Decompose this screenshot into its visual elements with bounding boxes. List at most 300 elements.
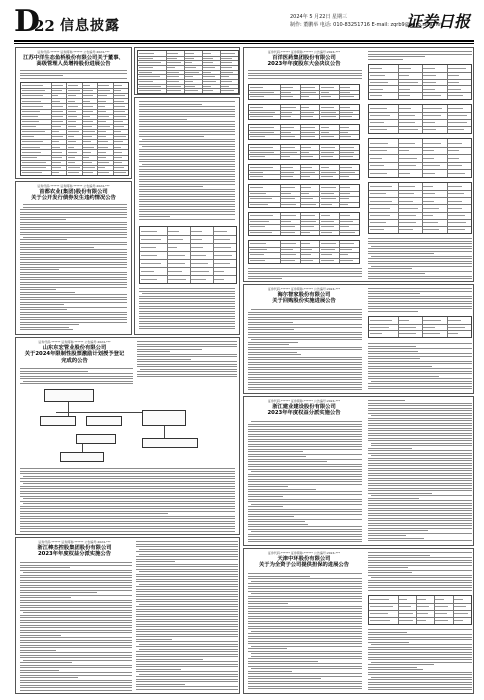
table-cell-text [83, 85, 90, 86]
text-line [368, 458, 472, 459]
text-line [368, 567, 408, 568]
text-line [368, 669, 423, 670]
text-line [20, 378, 133, 379]
table-cell-text [301, 132, 315, 133]
text-line [137, 361, 237, 362]
text-line [368, 530, 428, 531]
table-cell-text [281, 87, 293, 88]
text-line [368, 453, 472, 454]
text-line [368, 418, 472, 419]
text-line [139, 196, 235, 197]
table-cell-text [250, 176, 263, 177]
text-line [139, 154, 235, 155]
table-cell-text [340, 127, 348, 128]
text-line [136, 616, 238, 617]
table-cell-text [83, 136, 92, 137]
table-cell-text [370, 620, 390, 621]
table-cell-text [399, 150, 410, 151]
text-line [20, 516, 235, 517]
text-line [136, 591, 238, 592]
article-meta: 证券代码:****** 证券简称:****** 公告编号:2024-*** [267, 399, 341, 403]
table-cell-text [98, 85, 109, 86]
text-line [368, 296, 472, 297]
table-cell-text [22, 101, 41, 102]
text-line [20, 582, 132, 583]
text-line [248, 621, 362, 622]
table-cell-text [114, 101, 124, 102]
text-line [248, 521, 305, 522]
table-cell-text [250, 112, 274, 113]
table-cell-text [321, 215, 330, 216]
table-cell-text [448, 129, 465, 130]
table-cell-text [98, 167, 105, 168]
text-line [20, 491, 235, 492]
text-line [368, 523, 472, 524]
text-line [20, 655, 132, 656]
table-cell-text [52, 101, 60, 102]
table-cell-text [281, 172, 294, 173]
text-line [248, 456, 306, 457]
table-cell-text [301, 167, 312, 168]
text-line [136, 629, 238, 630]
text-line [248, 514, 362, 515]
text-line [368, 433, 472, 434]
table-cell-text [22, 121, 39, 122]
text-line [248, 489, 316, 490]
text-line [248, 678, 321, 679]
table-cell-text [203, 53, 211, 54]
table-cell-text [83, 121, 93, 122]
table-cell-text [399, 606, 411, 607]
text-line [368, 423, 472, 424]
table-cell-text [370, 95, 382, 96]
table-cell-text [370, 201, 392, 202]
text-line [368, 420, 472, 421]
text-line [248, 364, 362, 365]
text-line [20, 642, 132, 643]
vote-table [368, 138, 472, 178]
text-line [248, 322, 293, 323]
table-cell-text [370, 129, 387, 130]
table-cell-text [340, 187, 349, 188]
table-cell-text [221, 53, 234, 54]
text-line [139, 306, 235, 307]
article-meta: 证券代码:****** 证券简称:****** 公告编号:2024-*** [267, 551, 341, 555]
table-cell-text [399, 320, 410, 321]
text-line [368, 356, 472, 357]
text-line [20, 567, 70, 568]
text-line [368, 538, 424, 539]
text-line [139, 156, 235, 157]
text-line [20, 78, 127, 79]
table-cell-text [370, 333, 382, 334]
page-letter: D [14, 4, 40, 39]
table-cell-text [281, 187, 295, 188]
text-line [248, 499, 362, 500]
text-line [139, 321, 235, 322]
text-line [248, 424, 362, 425]
text-line [139, 328, 235, 329]
table-cell-text [250, 260, 264, 261]
table-cell-text [68, 141, 76, 142]
text-line [368, 518, 472, 519]
text-line [139, 219, 235, 220]
text-line [368, 440, 472, 441]
text-line [20, 580, 132, 581]
table-cell-text [250, 147, 273, 148]
text-line [137, 356, 237, 357]
text-line [368, 582, 472, 583]
text-line [139, 101, 235, 102]
text-line [368, 508, 472, 509]
text-line [248, 539, 362, 540]
text-line [248, 673, 362, 674]
table-cell-text [52, 90, 62, 91]
table-cell-text [423, 215, 433, 216]
text-line [139, 144, 235, 145]
text-line [20, 511, 235, 512]
text-line [368, 413, 472, 414]
org-chart-link [82, 444, 83, 452]
table-cell-text [83, 126, 92, 127]
text-line [368, 485, 472, 486]
table-cell-text [114, 131, 121, 132]
text-line [368, 258, 472, 259]
text-line [368, 298, 472, 299]
text-line [139, 104, 202, 105]
table-cell-text [250, 136, 264, 137]
table-cell-text [68, 85, 78, 86]
text-line [368, 637, 472, 638]
text-line [20, 322, 127, 323]
table-cell-text [83, 167, 95, 168]
text-line [20, 259, 127, 260]
text-line [368, 679, 472, 680]
text-line [248, 648, 287, 649]
text-line [20, 620, 132, 621]
table-cell-text [448, 320, 461, 321]
text-line [368, 483, 472, 484]
header-rule [14, 40, 474, 42]
text-line [248, 526, 362, 527]
text-line [248, 439, 362, 440]
text-line [139, 134, 235, 135]
table-cell-text [435, 613, 446, 614]
text-line [248, 683, 362, 684]
table-cell-text [250, 92, 274, 93]
table-cell-text [203, 58, 213, 59]
text-line [136, 601, 238, 602]
table-cell-text [281, 221, 291, 222]
table-cell-text [340, 204, 348, 205]
text-line [368, 473, 472, 474]
table-cell-text [370, 208, 390, 209]
table-cell-text [68, 121, 77, 122]
text-line [20, 565, 132, 566]
text-line [136, 586, 238, 587]
table-cell-text [52, 157, 62, 158]
text-line [371, 246, 472, 247]
newspaper-logo: 证券日报 [406, 12, 471, 31]
table-cell-text [340, 116, 351, 117]
text-line [136, 614, 238, 615]
text-line [20, 570, 132, 571]
text-line [248, 519, 362, 520]
vote-table [248, 212, 360, 236]
table-cell-text [185, 90, 198, 91]
text-line [248, 314, 362, 315]
text-line [371, 677, 472, 678]
table-cell-text [52, 162, 61, 163]
text-line [368, 383, 472, 384]
table-cell-text [139, 86, 161, 87]
table-cell-text [301, 116, 314, 117]
text-line [248, 666, 362, 667]
table-cell-text [52, 116, 63, 117]
text-line [368, 515, 472, 516]
table-cell-text [423, 89, 435, 90]
table-cell-text [448, 229, 465, 230]
text-line [368, 308, 472, 309]
text-line [20, 222, 127, 223]
table-cell-text [68, 106, 79, 107]
text-line [20, 575, 132, 576]
text-line [20, 607, 132, 608]
table-cell-text [370, 108, 387, 109]
table-cell-text [139, 62, 160, 63]
table-cell-text [340, 226, 349, 227]
text-line [139, 191, 235, 192]
table-cell-text [423, 201, 434, 202]
text-line [23, 572, 132, 573]
text-line [248, 466, 362, 467]
text-line [368, 560, 472, 561]
text-line [248, 327, 362, 328]
text-line [368, 689, 472, 690]
text-line [20, 523, 235, 524]
text-line [251, 531, 362, 532]
table-cell-text [448, 75, 459, 76]
table-cell-text [370, 186, 392, 187]
table-cell-text [52, 141, 59, 142]
text-line [20, 615, 132, 616]
text-line [248, 479, 362, 480]
table-cell-text [221, 76, 229, 77]
table-cell-text [139, 90, 161, 91]
text-line [20, 287, 127, 288]
vote-table [368, 182, 472, 234]
text-line [20, 307, 127, 308]
text-line [368, 468, 472, 469]
page-header [14, 5, 474, 43]
text-line [20, 682, 132, 683]
table-cell-text [423, 229, 439, 230]
table-cell-text [167, 53, 178, 54]
text-line [20, 75, 63, 76]
table-cell-text [52, 147, 60, 148]
text-line [248, 382, 362, 383]
text-line [248, 681, 362, 682]
table-cell-text [98, 95, 106, 96]
table-cell-text [321, 221, 335, 222]
text-line [368, 652, 472, 653]
table-cell-text [281, 254, 296, 255]
table-cell-text [168, 247, 177, 248]
table-cell-text [168, 279, 186, 280]
table-cell-text [83, 141, 91, 142]
text-line [371, 415, 472, 416]
text-line [368, 358, 420, 359]
text-line [137, 366, 237, 367]
article-meta: 证券代码:****** 证券简称:****** 公告编号:2024-*** [38, 540, 111, 544]
text-line [20, 635, 61, 636]
text-line [248, 268, 362, 269]
text-line [139, 291, 235, 292]
text-line [139, 114, 235, 115]
table-cell-text [423, 150, 434, 151]
table-cell-text [301, 92, 316, 93]
vote-table [248, 164, 360, 180]
text-line [20, 488, 235, 489]
table-cell-text [399, 165, 416, 166]
table-cell-text [423, 158, 434, 159]
text-line [248, 451, 303, 452]
table-cell-text [68, 116, 77, 117]
table-cell-text [281, 116, 291, 117]
table-cell-text [139, 58, 153, 59]
header-rule-thin [14, 43, 474, 44]
table-cell-text [185, 62, 192, 63]
text-line [248, 663, 362, 664]
text-line [248, 534, 362, 535]
table-cell-text [399, 222, 417, 223]
text-line [20, 597, 71, 598]
table-cell-text [321, 152, 335, 153]
text-line [368, 664, 434, 665]
text-line [371, 662, 472, 663]
text-line [20, 508, 235, 509]
text-line [136, 664, 238, 665]
table-cell-text [185, 67, 196, 68]
org-chart-node [60, 452, 104, 462]
text-line [20, 317, 127, 318]
table-cell-text [321, 226, 335, 227]
table-cell-text [68, 101, 75, 102]
text-line [142, 164, 235, 165]
table-cell-text [98, 136, 106, 137]
table-cell-text [399, 599, 407, 600]
text-line [20, 297, 127, 298]
table-cell-text [98, 172, 109, 173]
text-line [368, 263, 472, 264]
table-cell-text [423, 222, 438, 223]
announcement-shounong [15, 181, 132, 335]
table-cell-text [370, 606, 393, 607]
text-line [368, 535, 406, 536]
text-line [20, 227, 127, 228]
table-cell-text [454, 620, 463, 621]
text-line [139, 313, 235, 314]
table-cell-text [139, 67, 153, 68]
table-cell-text [22, 147, 40, 148]
text-line [248, 506, 283, 507]
table-cell-text [22, 141, 43, 142]
text-line [371, 495, 472, 496]
text-line [20, 685, 132, 686]
table-cell-text [191, 239, 202, 240]
text-line [251, 309, 362, 310]
table-cell-text [114, 95, 125, 96]
text-line [248, 484, 362, 485]
table-cell-text [22, 126, 36, 127]
text-line [248, 613, 362, 614]
text-line [368, 301, 472, 302]
text-line [20, 217, 127, 218]
table-cell-text [301, 204, 317, 205]
text-line [20, 209, 127, 210]
text-line [248, 601, 362, 602]
text-line [139, 296, 235, 297]
text-line [136, 676, 238, 677]
table-cell-text [114, 136, 126, 137]
text-line [368, 408, 472, 409]
table-cell-text [167, 67, 175, 68]
table-cell-text [301, 172, 315, 173]
text-line [248, 476, 362, 477]
text-line [20, 249, 127, 250]
table-cell-text [250, 249, 267, 250]
table-cell-text [321, 243, 336, 244]
table-cell-text [423, 108, 442, 109]
text-line [136, 631, 238, 632]
text-line [248, 516, 294, 517]
table-cell-text [340, 96, 353, 97]
table-cell-text [214, 263, 230, 264]
table-cell-text [321, 132, 330, 133]
table-cell-text [340, 107, 350, 108]
text-line [248, 461, 327, 462]
text-line [20, 506, 235, 507]
text-line [137, 344, 237, 345]
table-cell-text [250, 226, 265, 227]
table-cell-text [250, 87, 262, 88]
table-cell-text [423, 129, 436, 130]
text-line [136, 576, 238, 577]
text-line [20, 481, 235, 482]
table-cell-text [448, 150, 460, 151]
text-line [368, 241, 472, 242]
text-line [248, 374, 362, 375]
text-line [137, 371, 237, 372]
text-line [136, 689, 238, 690]
text-line [20, 289, 56, 290]
text-line [248, 384, 362, 385]
text-line [248, 389, 362, 390]
table-cell-text [448, 115, 467, 116]
org-chart-node [76, 434, 116, 444]
text-line [20, 279, 127, 280]
table-cell-text [167, 62, 181, 63]
table-cell-text [250, 204, 268, 205]
text-line [368, 368, 472, 369]
text-line [248, 436, 362, 437]
text-line [139, 141, 235, 142]
table-cell-text [52, 95, 58, 96]
table-cell-text [52, 126, 61, 127]
section-title: 信息披露 [60, 18, 120, 34]
text-line [23, 498, 235, 499]
text-line [251, 668, 362, 669]
